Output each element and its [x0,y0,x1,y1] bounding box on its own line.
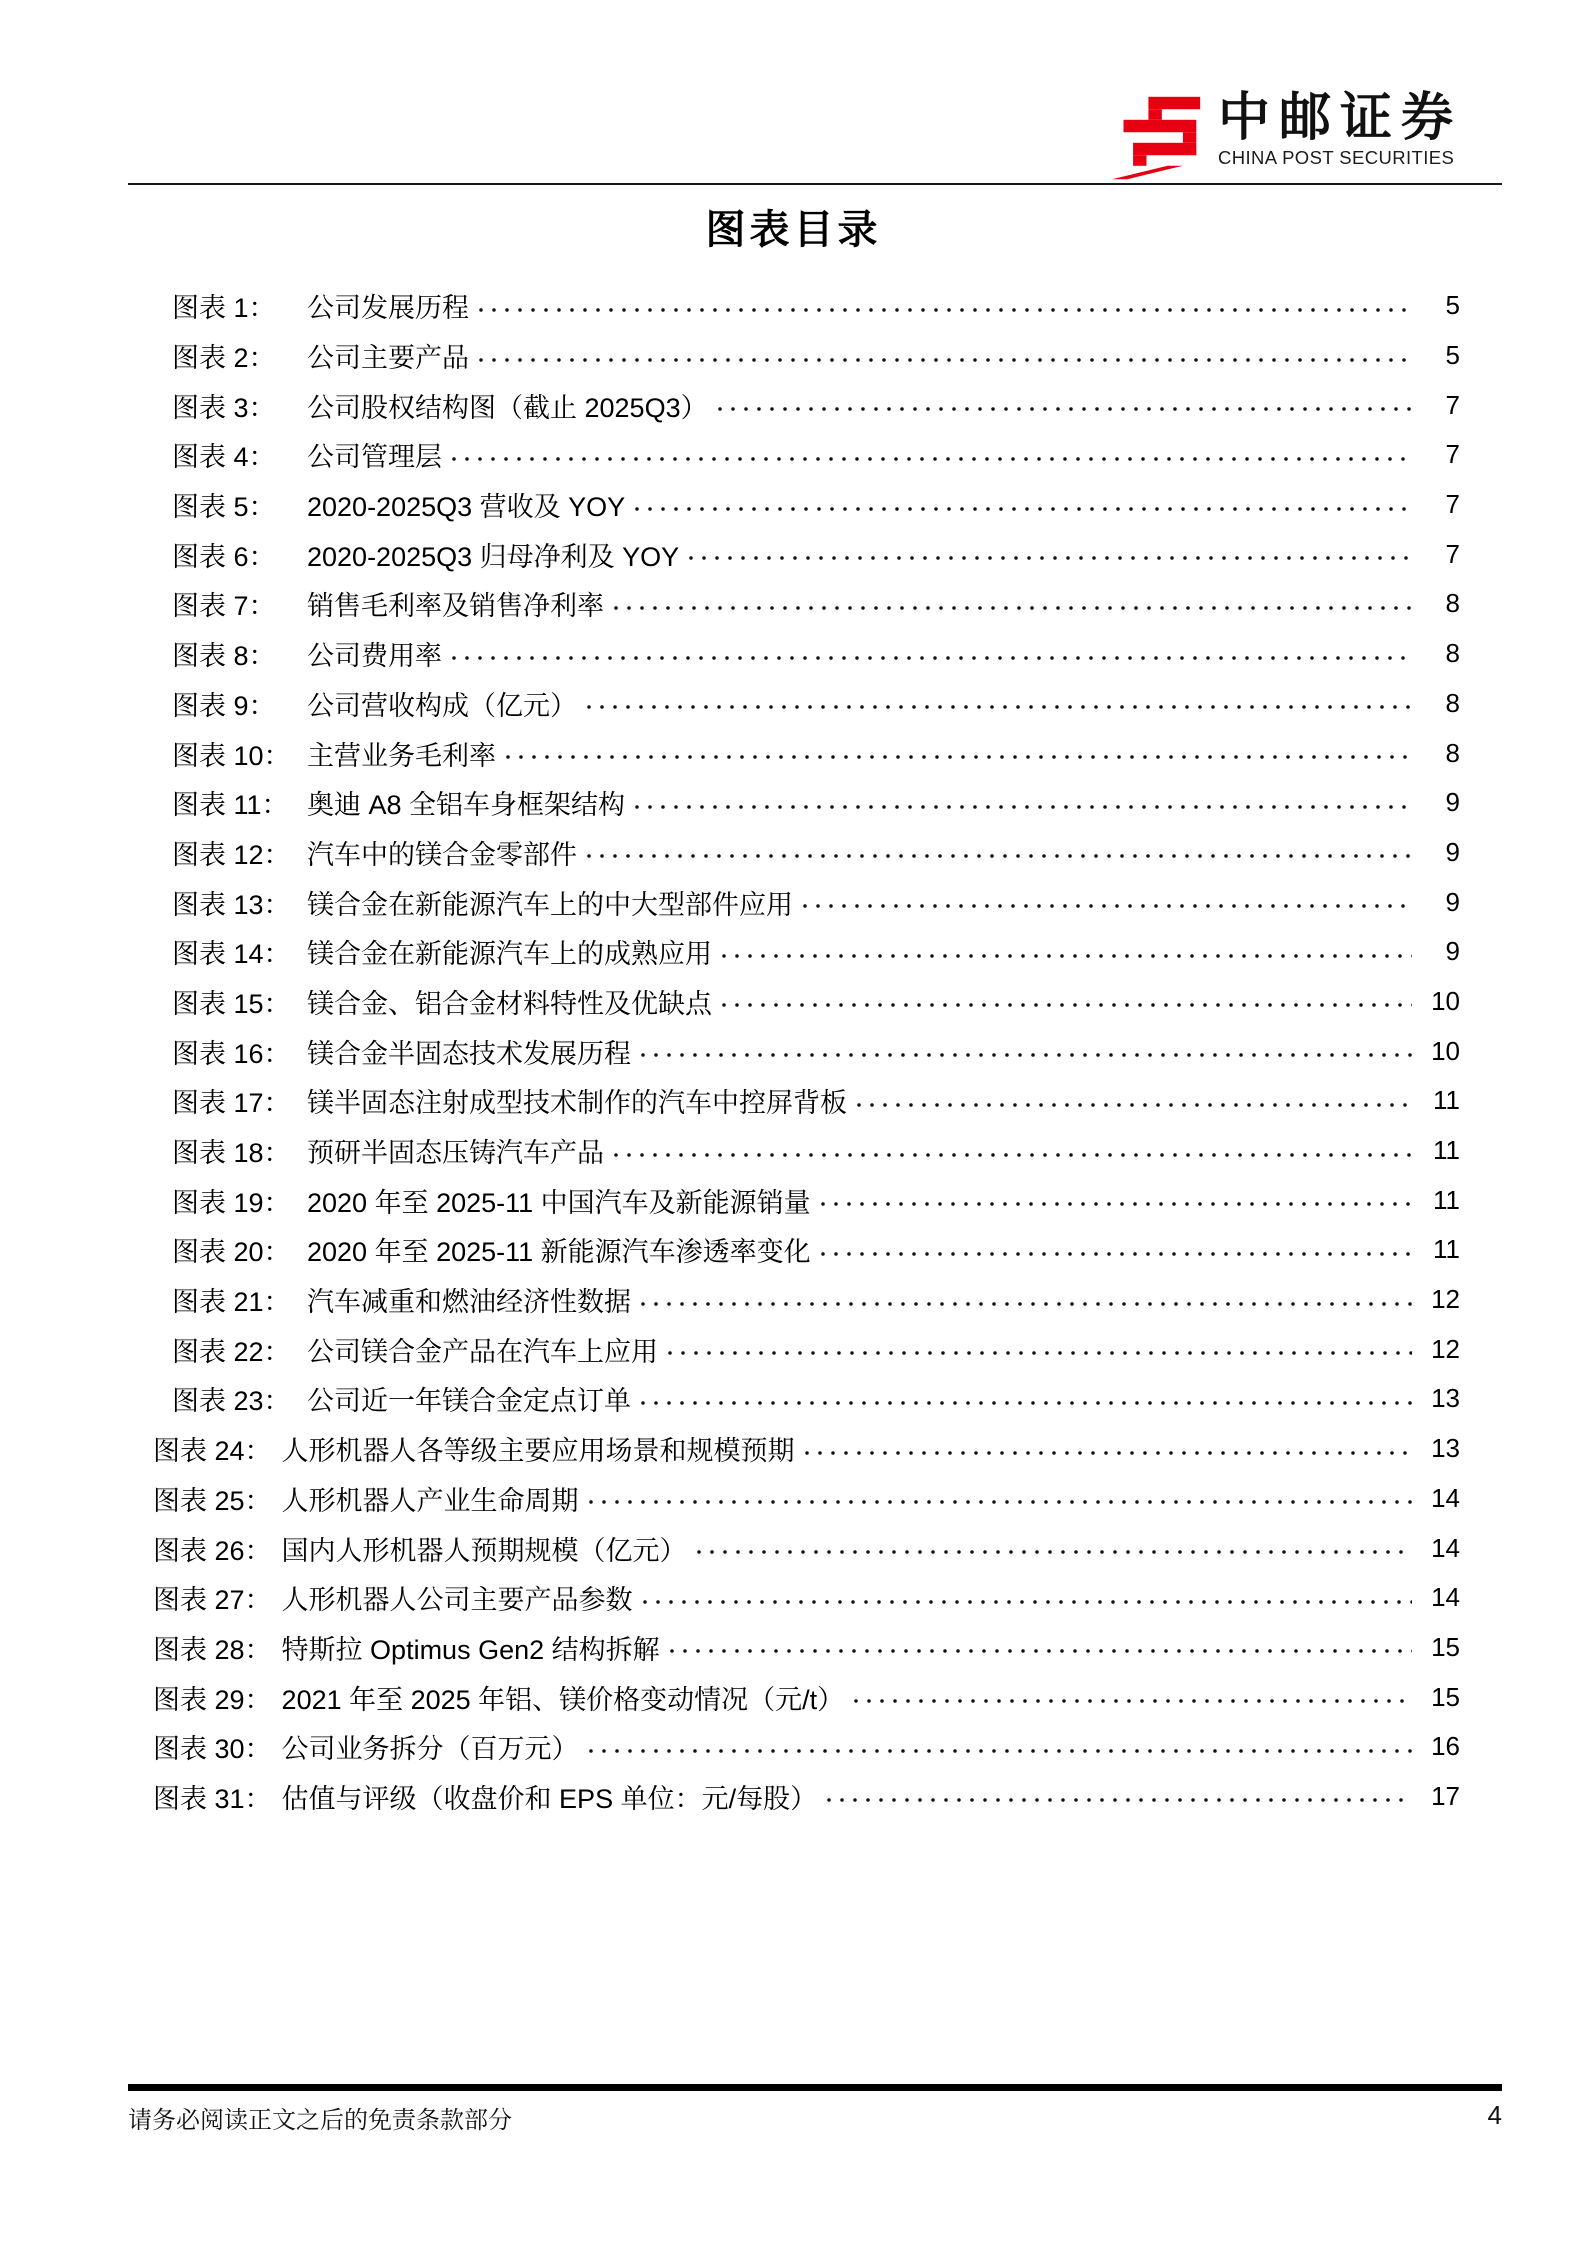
dot-leader [670,1649,1412,1659]
dot-leader [635,805,1412,815]
toc-entry[interactable] [120,380,1460,430]
toc-entry[interactable] [120,1175,1460,1225]
toc-entry-page: 9 [1445,787,1460,818]
toc-entry-page: 9 [1445,886,1460,917]
dot-leader [722,1003,1412,1013]
footer-disclaimer: 请务必阅读正文之后的免责条款部分 [128,2107,512,2134]
dot-leader [689,556,1412,566]
dot-leader [857,1103,1412,1113]
toc-entry-title: 人形机器人产业生命周期 [281,1485,579,1516]
toc-entry-label: 图表 26： [153,1535,272,1566]
toc-entry-title: 镁合金在新能源汽车上的成熟应用 [307,939,712,970]
toc-entry-title: 2020 年至 2025-11 新能源汽车渗透率变化 [307,1237,811,1268]
dot-leader [641,1053,1412,1063]
toc-entry-label: 图表 18： [172,1138,291,1169]
toc-entry-page: 11 [1433,1234,1460,1265]
toc-entry-title: 镁合金在新能源汽车上的中大型部件应用 [307,889,793,920]
toc-entry[interactable] [120,728,1460,778]
dot-leader [641,1401,1412,1411]
toc-entry-title: 人形机器人公司主要产品参数 [281,1585,633,1616]
toc-entry-page: 13 [1431,1433,1460,1464]
toc-entry-page: 11 [1433,1085,1460,1116]
dot-leader [452,457,1412,467]
toc-entry-page: 7 [1445,389,1460,420]
toc-entry[interactable] [120,927,1460,977]
dot-leader [697,1550,1412,1560]
toc-entry[interactable] [120,579,1460,629]
footer-divider [128,2084,1502,2091]
dot-leader [589,1749,1412,1759]
toc-entry[interactable] [120,1026,1460,1076]
toc-entry-title: 汽车减重和燃油经济性数据 [307,1287,631,1318]
toc-entry-title: 主营业务毛利率 [307,740,496,771]
dot-leader [643,1600,1412,1610]
brand-text [1218,90,1462,168]
toc-entry-page: 10 [1431,1035,1460,1066]
toc-entry-label: 图表 17： [172,1088,291,1119]
toc-entry-page: 9 [1445,936,1460,967]
page-title: 图表目录 [705,207,882,252]
toc-entry-title: 2020 年至 2025-11 中国汽车及新能源销量 [307,1187,811,1218]
toc-entry-page: 14 [1431,1482,1460,1513]
brand-name-en: CHINA POST SECURITIES [1217,147,1455,169]
toc-entry-page: 11 [1433,1184,1460,1215]
toc-entry-page: 7 [1445,489,1460,520]
toc-entry-page: 15 [1431,1631,1460,1662]
toc-entry-title: 2021 年至 2025 年铝、镁价格变动情况（元/t） [281,1684,845,1715]
china-post-emblem-icon [1112,96,1204,180]
dot-leader [722,954,1412,964]
toc-entry-page: 12 [1431,1284,1460,1315]
toc-entry-label: 图表 1： [172,293,276,324]
toc-entry-label: 图表 2： [172,343,276,374]
toc-entry-title: 国内人形机器人预期规模（亿元） [281,1535,687,1566]
toc-entry-title: 公司管理层 [307,442,442,473]
toc-entry[interactable] [120,1772,1460,1822]
dot-leader [452,656,1412,666]
toc-entry[interactable] [120,1573,1460,1623]
dot-leader [479,358,1412,368]
toc-entry-title: 奥迪 A8 全铝车身框架结构 [307,790,626,821]
toc-entry-title: 公司业务拆分（百万元） [281,1734,579,1765]
toc-entry[interactable] [120,1722,1460,1772]
toc-entry-title: 估值与评级（收盘价和 EPS 单位：元/每股） [281,1783,818,1814]
toc-entry[interactable] [120,1523,1460,1573]
header-divider [128,183,1502,185]
toc-entry[interactable] [120,430,1460,480]
toc-entry-label: 图表 13： [172,889,291,920]
toc-entry-label: 图表 24： [153,1436,272,1467]
toc-entry[interactable] [120,1225,1460,1275]
dot-leader [614,606,1412,616]
toc-entry-page: 8 [1445,588,1460,619]
toc-entry-title: 镁半固态注射成型技术制作的汽车中控屏背板 [307,1088,847,1119]
dot-leader [827,1798,1412,1808]
toc-entry[interactable] [120,778,1460,828]
toc-entry-page: 14 [1431,1582,1460,1613]
toc-entry-page: 5 [1445,340,1460,371]
toc-entry[interactable] [120,1623,1460,1673]
dot-leader [854,1699,1412,1709]
toc-entry-label: 图表 27： [153,1585,272,1616]
toc-entry[interactable] [120,1275,1460,1325]
toc-entry-label: 图表 4： [172,442,276,473]
toc-entry[interactable] [120,281,1460,331]
toc-entry-label: 图表 10： [172,740,291,771]
toc-entry-label: 图表 23： [172,1386,291,1417]
toc-entry-label: 图表 11： [172,790,289,821]
dot-leader [821,1202,1412,1212]
toc-entry[interactable] [120,1672,1460,1722]
dot-leader [805,1451,1412,1461]
dot-leader [718,407,1412,417]
toc-entry-title: 公司发展历程 [307,293,469,324]
toc-entry-page: 7 [1445,538,1460,569]
brand-name-cn: 中邮证券 [1217,90,1462,147]
toc-entry-label: 图表 3： [172,392,276,423]
toc-entry[interactable] [120,1324,1460,1374]
toc-entry-title: 2020-2025Q3 营收及 YOY [307,492,626,523]
toc-entry-page: 8 [1445,638,1460,669]
toc-entry-label: 图表 14： [172,939,291,970]
toc-entry-label: 图表 30： [153,1734,272,1765]
toc-entry-page: 16 [1431,1731,1460,1762]
dot-leader [587,705,1412,715]
toc-entry-label: 图表 21： [172,1287,291,1318]
toc-entry[interactable] [120,828,1460,878]
toc-entry-page: 15 [1431,1681,1460,1712]
toc-entry-label: 图表 15： [172,988,291,1019]
toc-entry-label: 图表 22： [172,1336,291,1367]
footer [128,2100,1502,2135]
toc-entry-page: 7 [1445,439,1460,470]
toc-entry-title: 公司费用率 [307,641,442,672]
toc-entry-label: 图表 8： [172,641,276,672]
toc-entry-page: 17 [1431,1780,1460,1811]
toc-entry-page: 8 [1445,737,1460,768]
toc-entry-page: 12 [1431,1333,1460,1364]
toc-entry-label: 图表 28： [153,1634,272,1665]
toc-entry-page: 11 [1433,1135,1460,1166]
toc-entry[interactable] [120,1076,1460,1126]
toc-entry-label: 图表 5： [172,492,276,523]
toc-entry-title: 公司镁合金产品在汽车上应用 [307,1336,658,1367]
dot-leader [587,854,1412,864]
brand-logo [1112,90,1462,180]
toc-entry-page: 10 [1431,985,1460,1016]
toc-entry-title: 公司近一年镁合金定点订单 [307,1386,631,1417]
dot-leader [479,308,1412,318]
toc-entry-label: 图表 16： [172,1038,291,1069]
toc-entry-label: 图表 6： [172,541,276,572]
dot-leader [614,1153,1412,1163]
toc-entry-title: 特斯拉 Optimus Gen2 结构拆解 [281,1634,660,1665]
toc-entry-page: 13 [1431,1383,1460,1414]
toc-entry[interactable] [120,877,1460,927]
toc-entry-page: 8 [1445,687,1460,718]
footer-page-number: 4 [1487,2100,1502,2130]
toc-entry-page: 14 [1431,1532,1460,1563]
toc-entry[interactable] [120,1374,1460,1424]
toc-entry[interactable] [120,1474,1460,1524]
toc-entry-label: 图表 9： [172,690,276,721]
toc-entry[interactable] [120,480,1460,530]
toc-entry[interactable] [120,1424,1460,1474]
toc-entry[interactable] [120,977,1460,1027]
dot-leader [641,1302,1412,1312]
toc-entry-label: 图表 31： [153,1783,272,1814]
toc-entry-title: 公司营收构成（亿元） [307,690,577,721]
toc-entry-label: 图表 19： [172,1187,291,1218]
toc-entry[interactable] [120,629,1460,679]
dot-leader [589,1500,1412,1510]
toc-entry-title: 销售毛利率及销售净利率 [307,591,604,622]
dot-leader [821,1252,1412,1262]
dot-leader [668,1351,1412,1361]
toc-entry-title: 人形机器人各等级主要应用场景和规模预期 [281,1436,795,1467]
toc-entry[interactable] [120,529,1460,579]
dot-leader [506,755,1412,765]
toc-entry-title: 公司股权结构图（截止 2025Q3） [307,392,708,423]
toc-entry-title: 镁合金、铝合金材料特性及优缺点 [307,988,712,1019]
dot-leader [803,904,1412,914]
dot-leader [635,507,1412,517]
toc-entry-title: 公司主要产品 [307,343,469,374]
toc-entry-title: 汽车中的镁合金零部件 [307,839,577,870]
toc-entry-label: 图表 29： [153,1684,272,1715]
toc-entry-title: 镁合金半固态技术发展历程 [307,1038,631,1069]
toc-entry-label: 图表 20： [172,1237,291,1268]
toc-entry-title: 2020-2025Q3 归母净利及 YOY [307,541,680,572]
toc-entry[interactable] [120,1126,1460,1176]
toc-entry[interactable] [120,331,1460,381]
toc-entry-page: 9 [1445,836,1460,867]
toc-entry-page: 5 [1445,290,1460,321]
toc-entry-label: 图表 25： [153,1485,272,1516]
toc-entry-title: 预研半固态压铸汽车产品 [307,1138,604,1169]
toc-entry-label: 图表 12： [172,839,291,870]
toc-entry-label: 图表 7： [172,591,276,622]
toc-entry[interactable] [120,679,1460,729]
toc-list [120,281,1460,1821]
